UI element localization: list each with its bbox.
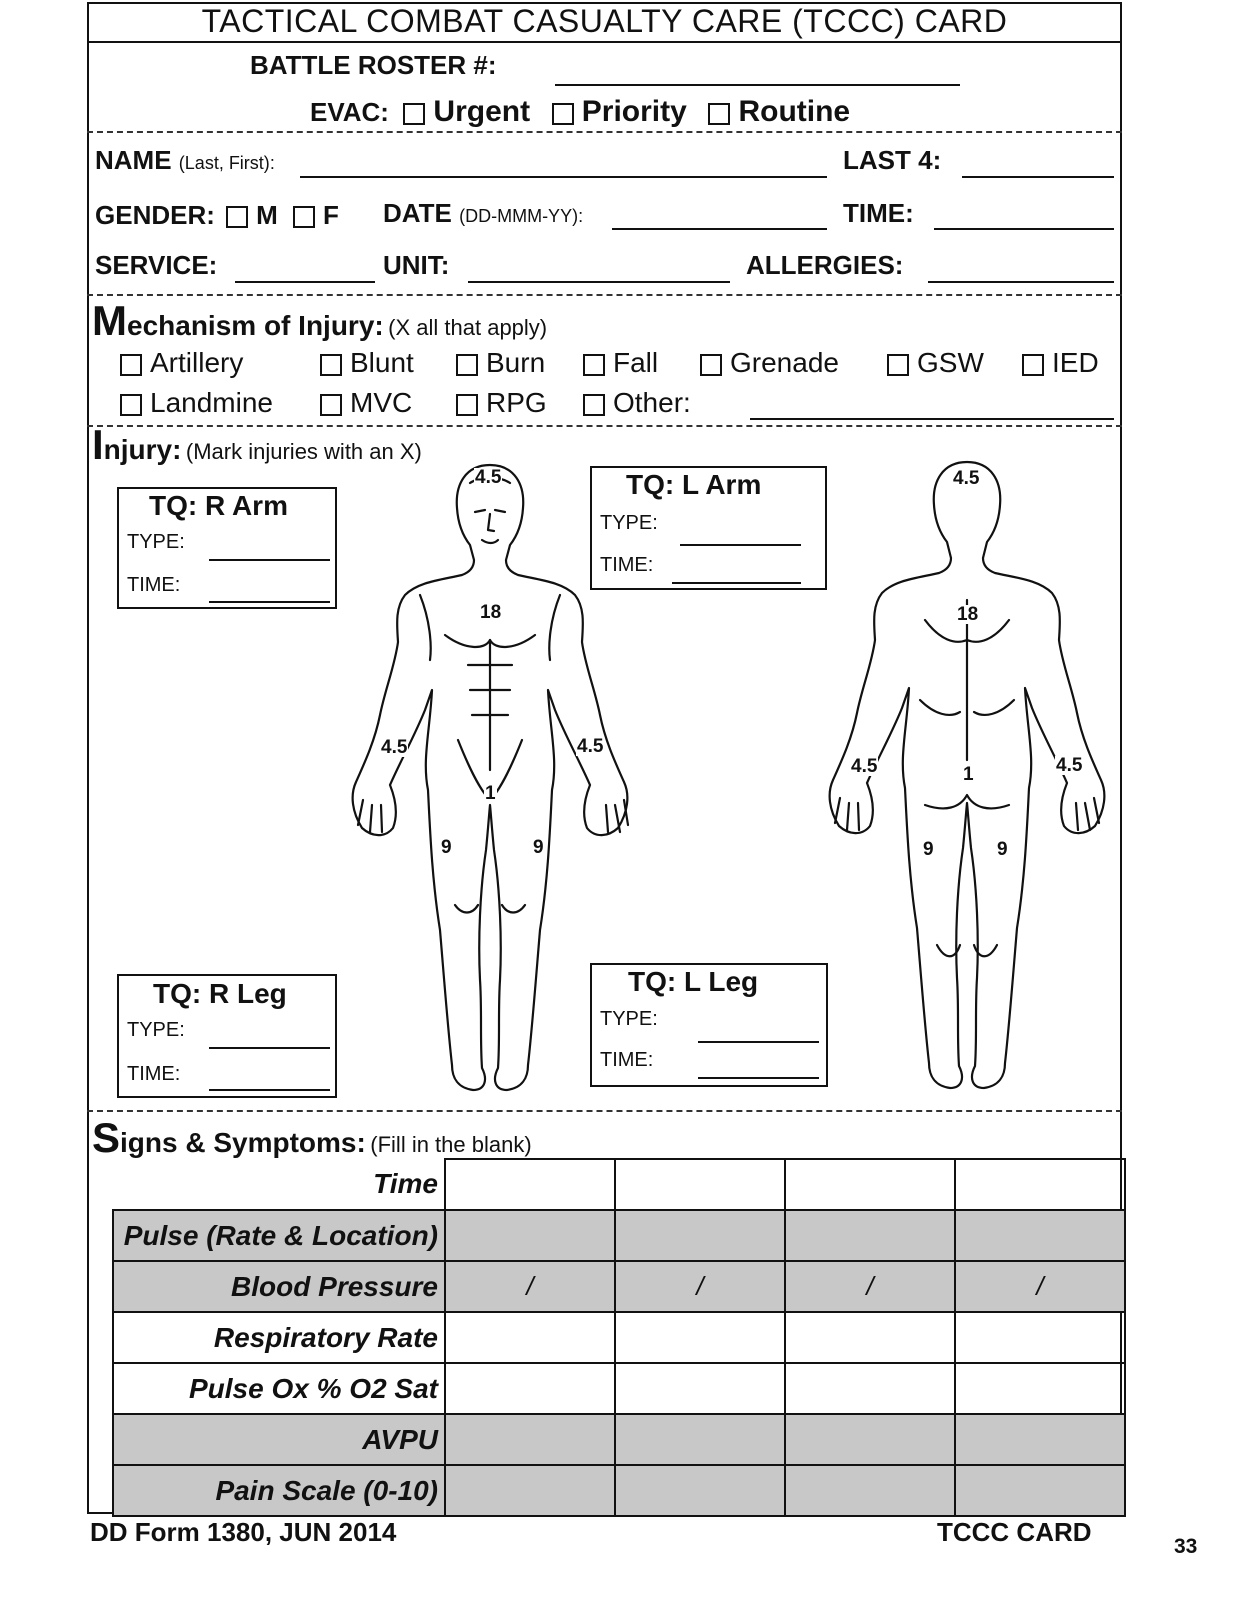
tq-right-leg-time-label: TIME: [127,1063,181,1085]
tq-right-leg-type-label: TYPE: [127,1019,185,1041]
tq-right-leg-title: TQ: R Leg [153,978,287,1009]
tq-left-arm-type-field[interactable] [680,544,801,546]
name-label: NAME [95,145,172,175]
signs-row-label: AVPU [113,1414,445,1465]
moi-landmine-label: Landmine [150,387,273,418]
front-left-leg-label: 9 [533,837,544,858]
injury-divider [87,1110,1122,1112]
tq-right-leg-time-field[interactable] [209,1089,330,1091]
signs-cell[interactable] [445,1465,615,1516]
page-number: 33 [1174,1535,1198,1558]
signs-cell[interactable] [785,1414,955,1465]
tq-left-arm-type-label: TYPE: [600,512,658,534]
signs-cell[interactable] [785,1465,955,1516]
signs-row-label: Pulse (Rate & Location) [113,1210,445,1261]
signs-row-label: Respiratory Rate [113,1312,445,1363]
date-colon: : [578,206,584,226]
signs-cell[interactable] [615,1312,785,1363]
evac-priority-label: Priority [581,95,687,128]
back-head-label: 4.5 [953,468,980,489]
signs-row-label: Blood Pressure [113,1261,445,1312]
signs-row-pulse [113,1210,1125,1261]
tq-right-arm-time-field[interactable] [209,601,330,603]
front-right-leg-label: 9 [441,837,452,858]
signs-row-avpu [113,1414,1125,1465]
signs-row-time [113,1159,1125,1210]
mechanism-title: echanism of Injury: [127,310,384,341]
signs-cap: S [92,1114,121,1161]
signs-row-pulse-ox [113,1363,1125,1414]
signs-cell[interactable] [445,1363,615,1414]
back-left-leg-label: 9 [923,839,934,860]
tq-right-leg-type-field[interactable] [209,1047,330,1049]
signs-cell[interactable]: / [955,1261,1125,1312]
injury-title: njury: [103,434,182,465]
last4-label: LAST 4: [843,145,942,175]
signs-cell[interactable] [955,1159,1125,1210]
form-number: DD Form 1380, JUN 2014 [90,1517,397,1547]
tq-right-arm-type-label: TYPE: [127,531,185,553]
front-head-label: 4.5 [475,467,502,488]
name-colon: : [269,153,275,173]
signs-cell[interactable]: / [785,1261,955,1312]
card-title: TACTICAL COMBAT CASUALTY CARE (TCCC) CARD [201,3,1008,39]
signs-cell[interactable] [955,1210,1125,1261]
tq-right-arm-box [117,487,337,609]
tq-left-leg-time-field[interactable] [698,1077,819,1079]
moi-mvc-label: MVC [350,387,413,418]
name-hint: (Last, First) [178,153,270,173]
signs-row-respiratory-rate [113,1312,1125,1363]
signs-heading [92,1114,532,1162]
back-right-arm-label: 4.5 [1056,755,1083,776]
signs-title: igns & Symptoms: [120,1127,366,1158]
signs-row-label: Time [113,1159,445,1210]
injury-hint: (Mark injuries with an X) [185,439,422,464]
service-label: SERVICE: [95,250,218,280]
signs-cell[interactable] [445,1210,615,1261]
mechanism-hint: (X all that apply) [388,315,548,340]
evac-routine-label: Routine [738,95,851,128]
moi-rpg-label: RPG [486,387,547,418]
time-label: TIME: [843,198,914,228]
signs-cell[interactable] [955,1312,1125,1363]
moi-gsw-label: GSW [917,347,984,378]
signs-cell[interactable] [955,1414,1125,1465]
signs-hint: (Fill in the blank) [370,1132,532,1157]
moi-ied-label: IED [1052,347,1099,378]
tq-left-leg-type-field[interactable] [698,1041,819,1043]
back-right-leg-label: 9 [997,839,1008,860]
date-hint: (DD-MMM-YY) [459,206,579,226]
signs-row-label: Pain Scale (0-10) [113,1465,445,1516]
moi-artillery-label: Artillery [150,347,244,378]
tq-right-arm-title: TQ: R Arm [149,490,288,521]
tq-right-arm-type-field[interactable] [209,559,330,561]
back-groin-label: 1 [963,764,974,785]
front-body-outline [353,465,628,1090]
allergies-label: ALLERGIES: [746,250,904,280]
front-torso-label: 18 [480,602,502,623]
front-right-arm-label: 4.5 [381,737,408,758]
moi-blunt-label: Blunt [350,347,414,378]
tq-right-leg-box [117,974,337,1098]
evac-urgent-label: Urgent [433,95,531,128]
signs-cell[interactable]: / [615,1261,785,1312]
gender-f-label: F [323,200,339,230]
signs-cell[interactable] [785,1210,955,1261]
tq-left-arm-title: TQ: L Arm [626,469,762,500]
battle-roster-label: BATTLE ROSTER #: [250,50,497,80]
back-left-arm-label: 4.5 [851,756,878,777]
tq-left-arm-box [590,466,827,590]
signs-cell[interactable] [955,1465,1125,1516]
mechanism-cap: M [92,297,127,344]
signs-row-pain-scale [113,1465,1125,1516]
front-groin-label: 1 [485,783,496,804]
signs-cell[interactable] [785,1363,955,1414]
unit-label: UNIT: [383,250,450,280]
signs-cell[interactable] [445,1312,615,1363]
signs-row-blood-pressure [113,1261,1125,1312]
tq-left-leg-type-label: TYPE: [600,1008,658,1030]
tq-right-arm-time-label: TIME: [127,574,181,596]
front-left-arm-label: 4.5 [577,736,604,757]
signs-cell[interactable] [615,1414,785,1465]
signs-cell[interactable] [955,1363,1125,1414]
moi-grenade-label: Grenade [730,347,839,378]
moi-other-label: Other: [613,387,691,418]
tq-left-arm-time-field[interactable] [672,582,801,584]
signs-cell[interactable] [615,1465,785,1516]
tq-left-leg-time-label: TIME: [600,1049,654,1071]
tq-left-leg-title: TQ: L Leg [628,966,759,997]
injury-cap: I [92,421,104,468]
tq-left-arm-time-label: TIME: [600,554,654,576]
gender-m-label: M [256,200,278,230]
signs-cell[interactable] [615,1159,785,1210]
gender-label: GENDER: [95,200,215,230]
signs-cell[interactable] [785,1312,955,1363]
moi-burn-label: Burn [486,347,546,378]
signs-row-label: Pulse Ox % O2 Sat [113,1363,445,1414]
evac-label: EVAC: [310,97,389,127]
signs-cell[interactable] [445,1414,615,1465]
signs-cell[interactable] [445,1159,615,1210]
card-footer-title: TCCC CARD [937,1517,1092,1547]
moi-fall-label: Fall [613,347,659,378]
date-label: DATE [383,198,452,228]
signs-table [112,1158,1126,1517]
signs-cell[interactable] [785,1159,955,1210]
tq-left-leg-box [590,963,828,1087]
back-torso-label: 18 [957,604,979,625]
signs-cell[interactable] [615,1363,785,1414]
signs-cell[interactable] [615,1210,785,1261]
signs-cell[interactable]: / [445,1261,615,1312]
